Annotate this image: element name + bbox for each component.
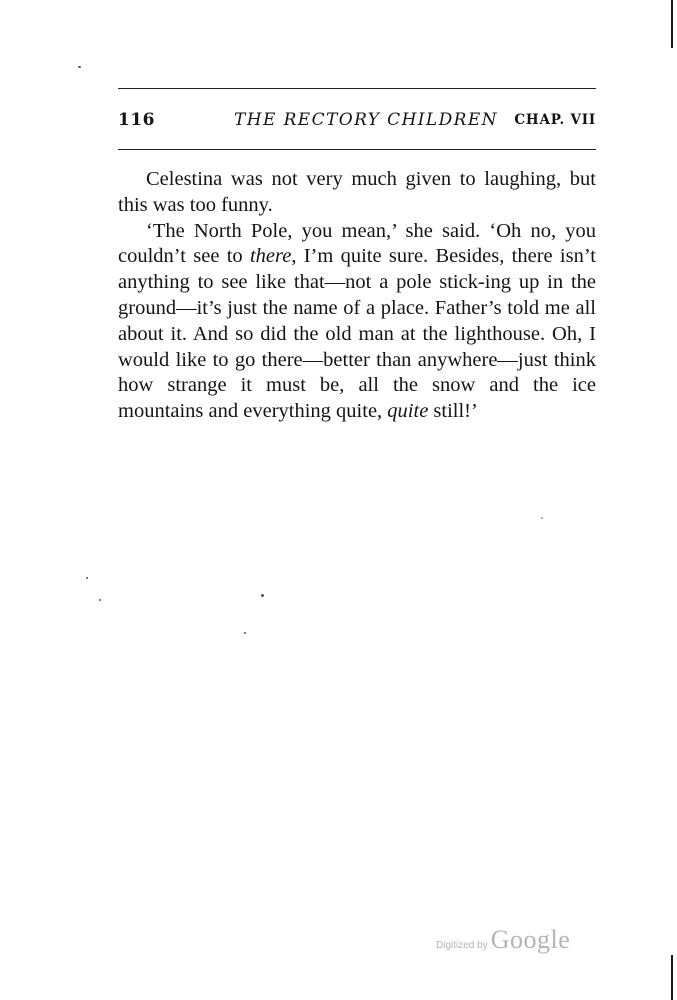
scan-speck [99,599,101,601]
running-title: THE RECTORY CHILDREN [234,110,498,130]
paragraph-2 [118,219,596,425]
digitized-watermark [436,925,570,955]
scan-speck [78,66,81,68]
scan-speck [244,632,246,634]
chapter-label: CHAP. VII [514,112,596,128]
page-number: 116 [118,110,155,130]
paragraph-1: Celestina was not very much given to laughing, but this was too funny. [118,168,596,216]
header-rule-bottom [118,149,596,150]
page-edge-line-bottom [671,955,673,1000]
digitized-label: Digitized by [436,940,488,951]
emphasis-quite: quite [387,400,429,423]
scan-speck [261,594,264,597]
scan-speck [86,577,88,579]
page-edge-line-top [671,0,673,48]
emphasis-there: there [249,245,292,268]
paragraph-2-text-b: , I’m quite sure. Besides, there isn’t anything to see like that—not a pole stick-ing up in the ground—it’s just the name of a place. Father’s told me all about it. And so did the old man at the lighthouse. Oh, I would like to go there—better than anywhere—just think how strange it must be, all the snow and the ice mountains and everything quite, [118,245,596,423]
scan-speck [541,517,543,519]
body-text [118,167,596,425]
google-logo: Google [490,925,571,954]
paragraph-2-text-c: still!’ [428,400,478,423]
paragraph-2-text-a: ‘The North Pole, you mean,’ she said. ‘Oh no, you couldn’t see to [118,219,596,268]
header-rule-top [118,88,596,89]
running-header [118,110,596,134]
